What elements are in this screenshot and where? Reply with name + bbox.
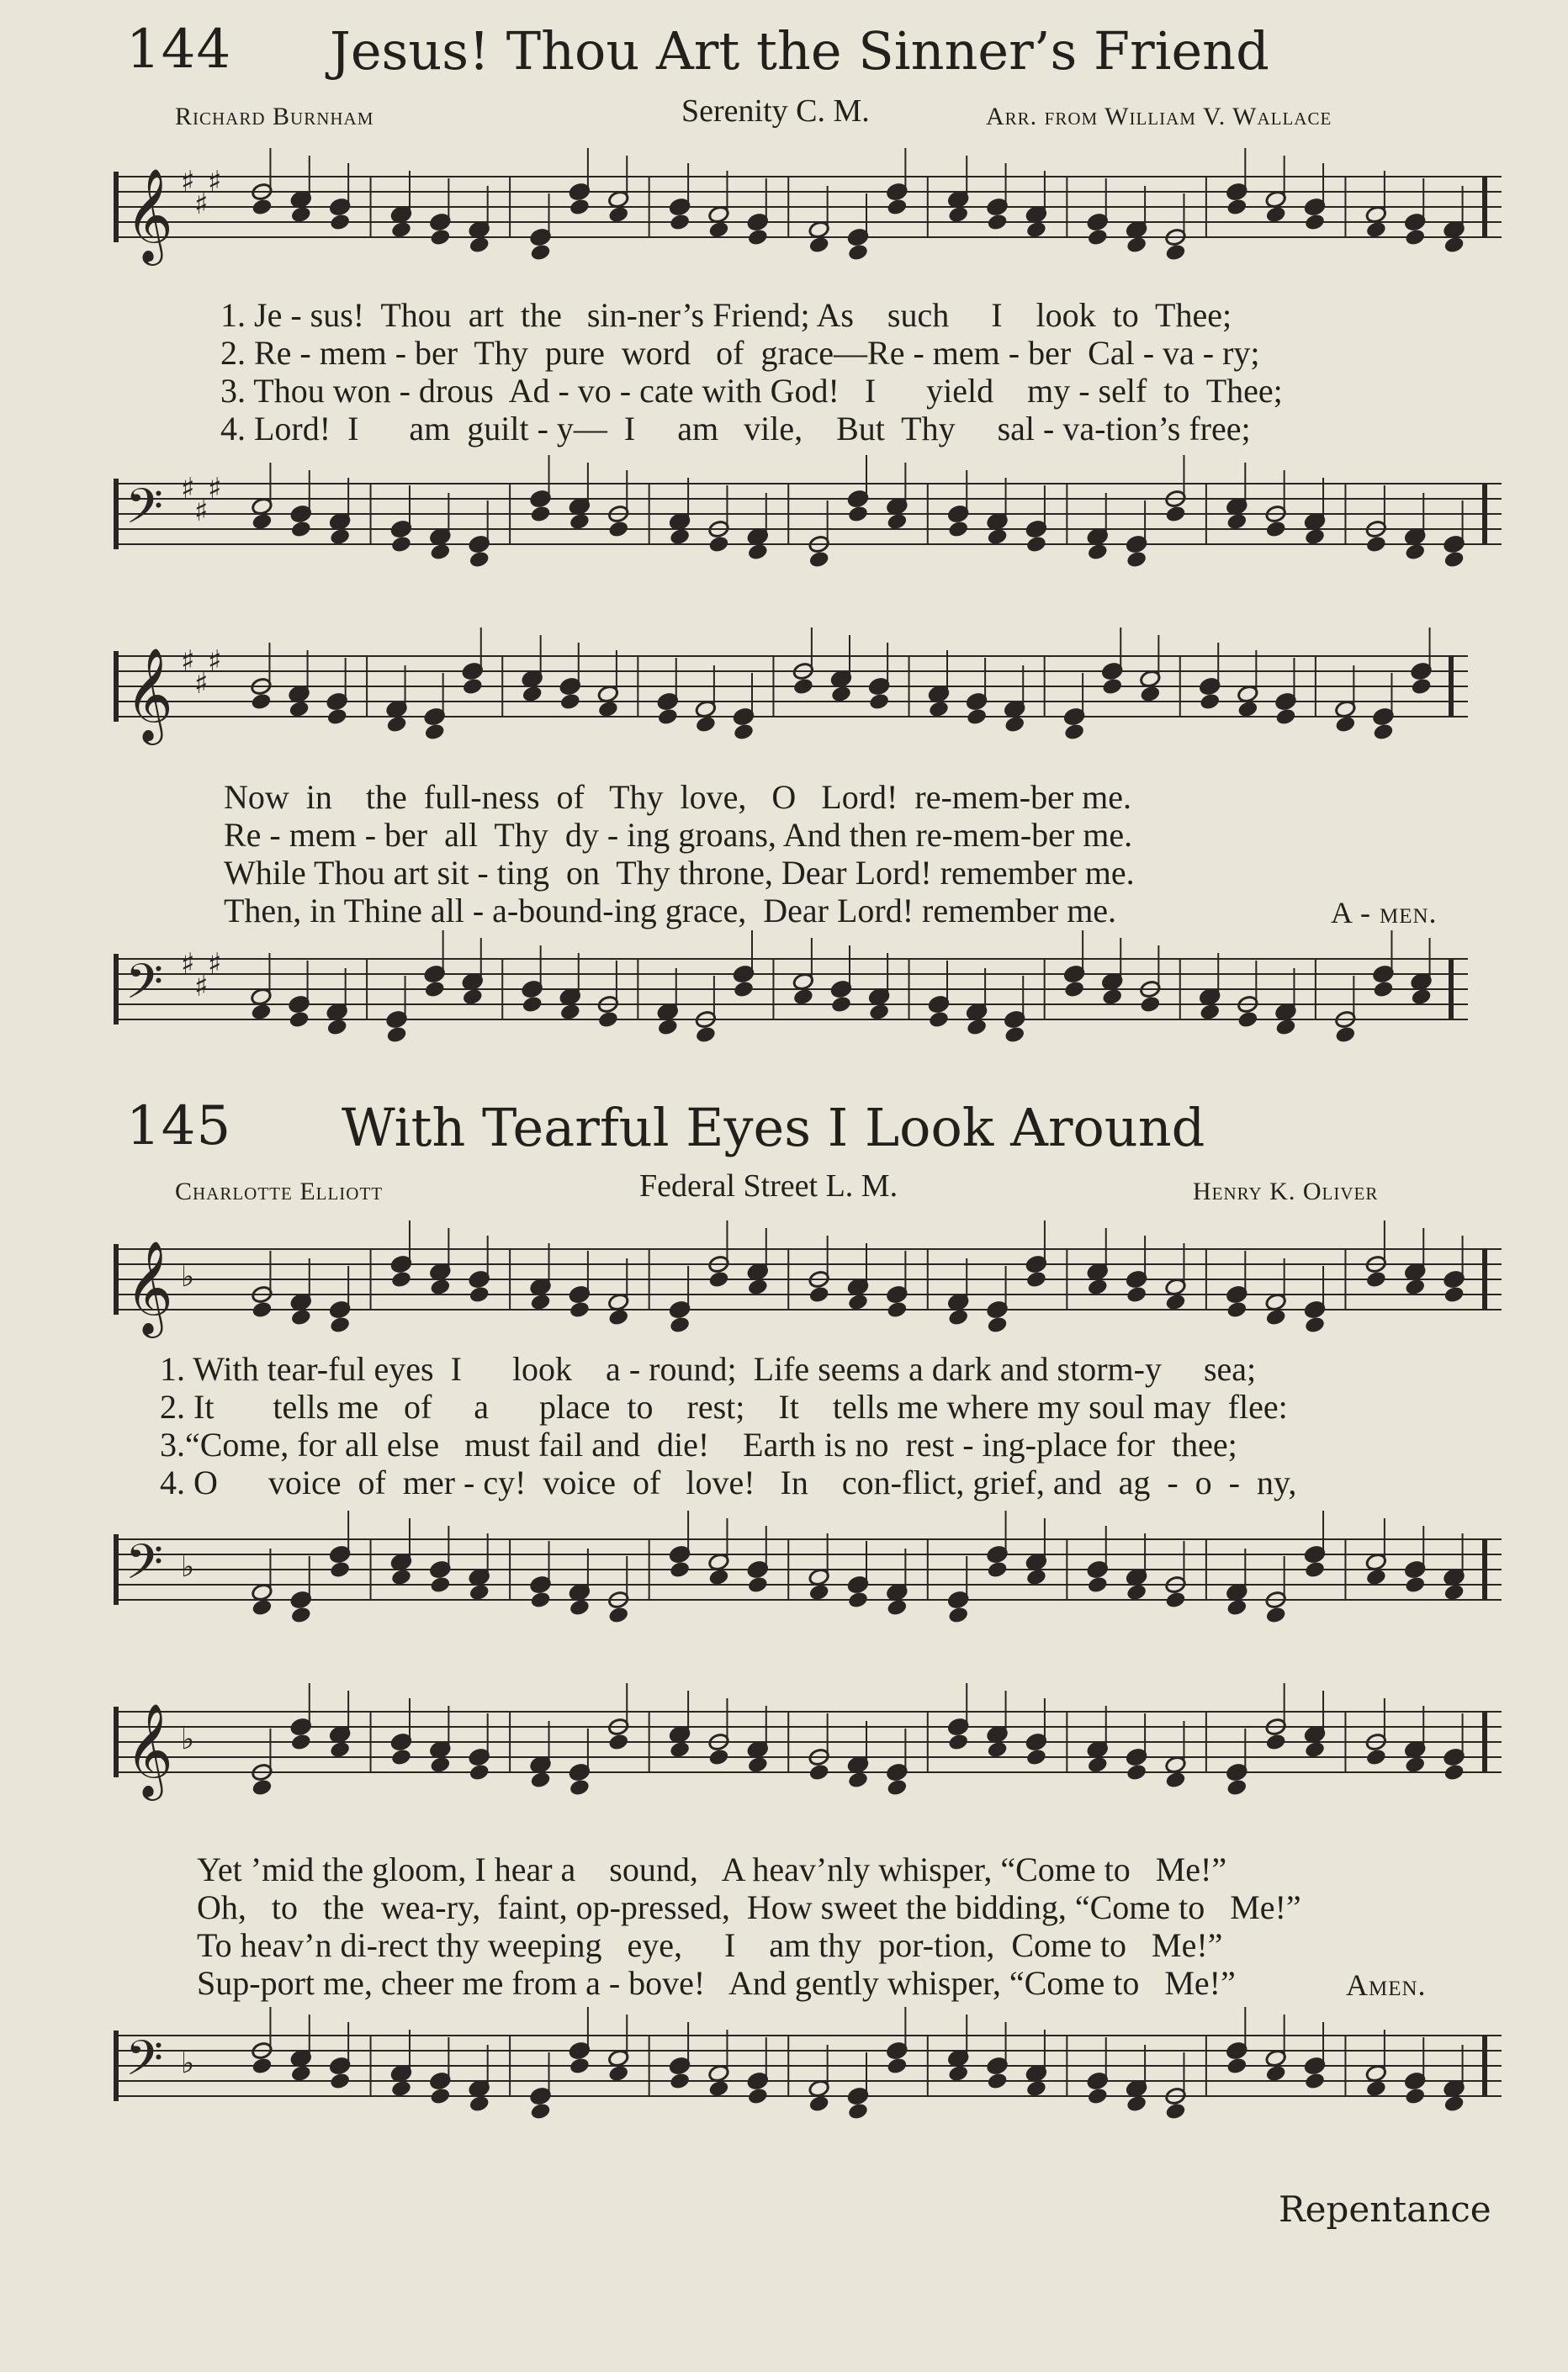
music-system xyxy=(114,942,1468,1068)
notehead xyxy=(669,213,691,232)
sharp-icon: ♯ xyxy=(208,472,222,506)
lyric-line: Then, in Thine all - a-bound-ing grace, Dear Lord! remember me. xyxy=(224,892,1117,929)
notehead xyxy=(1226,512,1248,532)
notehead xyxy=(747,1575,769,1595)
notehead xyxy=(290,1606,312,1625)
notehead xyxy=(529,243,551,262)
hymn-author: Charlotte Elliott xyxy=(175,1178,384,1205)
sharp-icon: ♯ xyxy=(181,644,195,678)
system-bracket xyxy=(114,479,119,549)
lyric-line: 4. Lord! I am guilt - y— I am vile, But Thy sal - va-tion’s free; xyxy=(220,410,1251,447)
notehead xyxy=(669,2072,691,2091)
notehead xyxy=(390,1748,412,1767)
notehead xyxy=(947,2064,969,2083)
notehead xyxy=(250,692,272,712)
music-system xyxy=(114,2019,1502,2145)
notehead xyxy=(1237,700,1258,719)
notehead xyxy=(251,1598,273,1618)
notehead xyxy=(1226,1598,1248,1618)
notehead xyxy=(1265,1308,1287,1327)
notehead xyxy=(290,520,312,539)
notehead xyxy=(1444,2094,1465,2114)
notehead xyxy=(1164,505,1186,524)
notehead xyxy=(597,1010,619,1030)
notehead xyxy=(1101,677,1123,696)
notehead xyxy=(1126,1583,1147,1602)
notehead xyxy=(747,1755,769,1775)
notehead xyxy=(1274,707,1296,727)
flat-icon: ♭ xyxy=(181,2046,195,2080)
flat-icon: ♭ xyxy=(181,1260,195,1294)
notehead xyxy=(1087,543,1109,562)
notehead xyxy=(986,1560,1008,1580)
notehead xyxy=(390,2079,412,2099)
notehead xyxy=(1087,2087,1109,2106)
notehead xyxy=(469,1763,490,1782)
sharp-icon: ♯ xyxy=(208,165,222,199)
notehead xyxy=(847,505,869,524)
notehead xyxy=(1126,1285,1147,1305)
notehead xyxy=(469,2094,490,2114)
notehead xyxy=(290,205,312,225)
notehead xyxy=(1410,677,1432,696)
notehead xyxy=(424,723,446,742)
music-system xyxy=(114,1695,1502,1821)
notehead xyxy=(469,1583,490,1602)
system-bracket xyxy=(114,1707,119,1777)
notehead xyxy=(1139,995,1161,1014)
notehead xyxy=(1404,1575,1426,1595)
notehead xyxy=(1404,2087,1426,2106)
bass-clef-icon: 𝄢 xyxy=(125,478,164,547)
notehead xyxy=(966,707,988,727)
notehead xyxy=(390,220,412,240)
notehead xyxy=(947,1606,969,1625)
notehead xyxy=(385,715,407,734)
notehead xyxy=(424,980,446,999)
notehead xyxy=(928,1010,950,1030)
notehead xyxy=(597,700,619,719)
notehead xyxy=(1365,2079,1387,2099)
notehead xyxy=(886,198,908,217)
notehead xyxy=(1126,1763,1147,1782)
notehead xyxy=(847,2102,869,2121)
notehead xyxy=(733,723,755,742)
notehead xyxy=(569,1300,591,1320)
bass-clef-icon: 𝄢 xyxy=(125,953,164,1022)
notehead xyxy=(469,1285,490,1305)
notehead xyxy=(792,987,814,1007)
lyric-line: To heav’n di-rect thy weeping eye, I am thy por-tion, Come to Me!” xyxy=(197,1926,1223,1964)
notehead xyxy=(326,1018,348,1037)
notehead xyxy=(607,1733,629,1752)
notehead xyxy=(429,1575,451,1595)
notehead xyxy=(986,2072,1008,2091)
notehead xyxy=(469,550,490,569)
notehead xyxy=(569,512,591,532)
hymn-tune: Serenity C. M. xyxy=(681,93,870,129)
notehead xyxy=(1004,715,1025,734)
lyric-line: 1. With tear-ful eyes I look a - round; Life seems a dark and storm-y sea; xyxy=(160,1350,1257,1388)
sharp-icon: ♯ xyxy=(194,970,209,1003)
notehead xyxy=(469,236,490,255)
notehead xyxy=(808,1763,830,1782)
notehead xyxy=(707,1748,729,1767)
notehead xyxy=(251,1778,273,1798)
notehead xyxy=(251,198,273,217)
notehead xyxy=(966,1018,988,1037)
notehead xyxy=(390,535,412,554)
notehead xyxy=(329,1560,351,1580)
notehead xyxy=(607,205,629,225)
notehead xyxy=(1199,692,1221,712)
notehead xyxy=(657,707,679,727)
treble-clef-icon: 𝄞 xyxy=(125,647,173,741)
notehead xyxy=(1304,2072,1326,2091)
hymn-number: 145 xyxy=(126,1095,232,1157)
notehead xyxy=(522,685,543,704)
notehead xyxy=(747,2087,769,2106)
notehead xyxy=(1087,1575,1109,1595)
notehead xyxy=(1063,980,1085,999)
lyric-line: Sup-port me, cheer me from a - bove! And gently whisper, “Come to Me!” xyxy=(197,1964,1236,2002)
notehead xyxy=(329,1740,351,1760)
notehead xyxy=(390,1568,412,1587)
hymn-tune: Federal Street L. M. xyxy=(639,1168,898,1204)
notehead xyxy=(529,2102,551,2121)
music-system xyxy=(114,1522,1502,1649)
notehead xyxy=(251,512,273,532)
notehead xyxy=(986,527,1008,547)
notehead xyxy=(1444,1285,1465,1305)
notehead xyxy=(847,243,869,262)
system-bracket xyxy=(114,2030,119,2101)
notehead xyxy=(1164,2102,1186,2121)
treble-clef-icon: 𝄞 xyxy=(125,167,173,262)
notehead xyxy=(569,198,591,217)
notehead xyxy=(1126,2094,1147,2114)
notehead xyxy=(986,213,1008,232)
notehead xyxy=(886,1300,908,1320)
notehead xyxy=(290,1308,312,1327)
notehead xyxy=(1087,1755,1109,1775)
notehead xyxy=(707,2079,729,2099)
notehead xyxy=(1164,243,1186,262)
notehead xyxy=(1226,1300,1248,1320)
notehead xyxy=(1063,723,1085,742)
notehead xyxy=(886,2057,908,2076)
bass-clef-icon: 𝄢 xyxy=(125,2030,164,2099)
notehead xyxy=(928,700,950,719)
notehead xyxy=(1139,685,1161,704)
notehead xyxy=(1237,1010,1258,1030)
notehead xyxy=(747,228,769,247)
flat-icon: ♭ xyxy=(181,1723,195,1756)
notehead xyxy=(529,505,551,524)
notehead xyxy=(1025,1748,1047,1767)
notehead xyxy=(288,700,310,719)
notehead xyxy=(1126,236,1147,255)
notehead xyxy=(251,1300,273,1320)
notehead xyxy=(707,1270,729,1289)
notehead xyxy=(607,2064,629,2083)
notehead xyxy=(669,1560,691,1580)
amen-label: Amen. xyxy=(1346,1968,1427,2002)
notehead xyxy=(329,527,351,547)
notehead xyxy=(1265,1606,1287,1625)
notehead xyxy=(1304,1740,1326,1760)
notehead xyxy=(792,677,814,696)
notehead xyxy=(385,1025,407,1045)
sharp-icon: ♯ xyxy=(181,165,195,199)
notehead xyxy=(251,2057,273,2076)
notehead xyxy=(1404,228,1426,247)
notehead xyxy=(529,1591,551,1610)
notehead xyxy=(1226,2057,1248,2076)
notehead xyxy=(1164,1771,1186,1790)
notehead xyxy=(1365,1270,1387,1289)
lyric-line: Yet ’mid the gloom, I hear a sound, A heav’nly whisper, “Come to Me!” xyxy=(197,1850,1227,1888)
sharp-icon: ♯ xyxy=(181,947,195,981)
notehead xyxy=(522,995,543,1014)
notehead xyxy=(707,220,729,240)
lyric-line: 4. O voice of mer - cy! voice of love! In con-flict, grief, and ag - o - ny, xyxy=(160,1464,1297,1501)
notehead xyxy=(462,677,484,696)
notehead xyxy=(1087,228,1109,247)
treble-clef-icon: 𝄞 xyxy=(125,1702,173,1797)
notehead xyxy=(1226,1778,1248,1798)
flat-icon: ♭ xyxy=(181,1550,195,1584)
lyric-line: Now in the full-ness of Thy love, O Lord! re-mem-ber me. xyxy=(224,778,1132,816)
bass-clef-icon: 𝄢 xyxy=(125,1533,164,1602)
hymn-title: Jesus! Thou Art the Sinner’s Friend xyxy=(330,20,1269,82)
notehead xyxy=(669,1740,691,1760)
notehead xyxy=(1404,1755,1426,1775)
notehead xyxy=(1025,535,1047,554)
notehead xyxy=(1334,715,1356,734)
notehead xyxy=(808,2094,830,2114)
notehead xyxy=(1372,980,1394,999)
notehead xyxy=(1304,213,1326,232)
notehead xyxy=(559,1003,581,1022)
system-bracket xyxy=(114,1244,119,1315)
lyric-line: While Thou art sit - ting on Thy throne, Dear Lord! remember me. xyxy=(224,854,1135,892)
notehead xyxy=(569,1598,591,1618)
hymn-composer: Henry K. Oliver xyxy=(1193,1178,1379,1205)
notehead xyxy=(429,1755,451,1775)
notehead xyxy=(886,1598,908,1618)
notehead xyxy=(1444,1763,1465,1782)
notehead xyxy=(886,512,908,532)
treble-clef-icon: 𝄞 xyxy=(125,1240,173,1334)
notehead xyxy=(1404,543,1426,562)
music-system xyxy=(114,1232,1502,1358)
notehead xyxy=(1372,723,1394,742)
notehead xyxy=(250,1003,272,1022)
notehead xyxy=(808,550,830,569)
notehead xyxy=(947,520,969,539)
notehead xyxy=(1025,2079,1047,2099)
notehead xyxy=(808,1285,830,1305)
lyric-line: 3. Thou won - drous Ad - vo - cate with God! I yield my - self to Thee; xyxy=(220,372,1283,410)
lyric-line: 1. Je - sus! Thou art the sin-ner’s Friend; As such I look to Thee; xyxy=(220,296,1232,334)
notehead xyxy=(607,1606,629,1625)
notehead xyxy=(1265,520,1287,539)
notehead xyxy=(1444,550,1465,569)
notehead xyxy=(830,995,852,1014)
notehead xyxy=(429,2087,451,2106)
notehead xyxy=(1404,1278,1426,1297)
lyric-line: 3.“Come, for all else must fail and die! Earth is no rest - ing-place for thee; xyxy=(160,1426,1237,1464)
notehead xyxy=(1164,1591,1186,1610)
notehead xyxy=(529,1293,551,1312)
notehead xyxy=(1304,1560,1326,1580)
notehead xyxy=(695,1025,717,1045)
lyric-line: Re - mem - ber all Thy dy - ing groans, And then re-mem-ber me. xyxy=(224,816,1133,854)
notehead xyxy=(830,685,852,704)
notehead xyxy=(1365,1568,1387,1587)
music-system xyxy=(114,160,1502,286)
notehead xyxy=(707,1568,729,1587)
notehead xyxy=(569,2057,591,2076)
notehead xyxy=(1444,1583,1465,1602)
system-bracket xyxy=(114,651,119,722)
notehead xyxy=(747,543,769,562)
sharp-icon: ♯ xyxy=(181,472,195,506)
notehead xyxy=(868,1003,890,1022)
system-bracket xyxy=(114,172,119,242)
footer-category: Repentance xyxy=(1279,2189,1491,2230)
notehead xyxy=(1025,1568,1047,1587)
notehead xyxy=(390,1270,412,1289)
system-bracket xyxy=(114,1534,119,1605)
notehead xyxy=(569,1778,591,1798)
notehead xyxy=(429,228,451,247)
notehead xyxy=(847,1771,869,1790)
notehead xyxy=(559,692,581,712)
sharp-icon: ♯ xyxy=(194,188,209,221)
notehead xyxy=(1265,205,1287,225)
notehead xyxy=(1444,236,1465,255)
notehead xyxy=(429,1278,451,1297)
sharp-icon: ♯ xyxy=(194,667,209,701)
notehead xyxy=(986,1316,1008,1335)
lyric-line: 2. It tells me of a place to rest; It tells me where my soul may flee: xyxy=(160,1388,1288,1426)
notehead xyxy=(288,1010,310,1030)
notehead xyxy=(947,1308,969,1327)
notehead xyxy=(429,543,451,562)
notehead xyxy=(529,1771,551,1790)
hymn-number: 144 xyxy=(126,19,232,81)
lyric-line: 2. Re - mem - ber Thy pure word of grace—Re - mem - ber Cal - va - ry; xyxy=(220,334,1260,372)
music-system xyxy=(114,467,1502,593)
notehead xyxy=(462,987,484,1007)
notehead xyxy=(847,1293,869,1312)
lyric-line: Oh, to the wea-ry, faint, op-pressed, How sweet the bidding, “Come to Me!” xyxy=(197,1888,1301,1926)
notehead xyxy=(847,1591,869,1610)
notehead xyxy=(1334,1025,1356,1045)
hymn-title: With Tearful Eyes I Look Around xyxy=(342,1097,1205,1158)
notehead xyxy=(1164,1293,1186,1312)
hymn-composer: Arr. from William V. Wallace xyxy=(986,103,1332,130)
notehead xyxy=(1025,220,1047,240)
system-bracket xyxy=(114,954,119,1025)
notehead xyxy=(669,527,691,547)
notehead xyxy=(1304,527,1326,547)
notehead xyxy=(290,1733,312,1752)
notehead xyxy=(886,1778,908,1798)
notehead xyxy=(947,205,969,225)
music-system xyxy=(114,639,1468,765)
notehead xyxy=(1126,550,1147,569)
notehead xyxy=(607,520,629,539)
notehead xyxy=(1226,198,1248,217)
notehead xyxy=(1304,1316,1326,1335)
notehead xyxy=(1025,1270,1047,1289)
notehead xyxy=(1004,1025,1025,1045)
hymn-author: Richard Burnham xyxy=(175,103,374,130)
amen-label: A - men. xyxy=(1331,896,1438,929)
notehead xyxy=(1199,1003,1221,1022)
sharp-icon: ♯ xyxy=(208,644,222,678)
notehead xyxy=(326,707,348,727)
notehead xyxy=(657,1018,679,1037)
notehead xyxy=(1410,987,1432,1007)
notehead xyxy=(747,1278,769,1297)
notehead xyxy=(707,535,729,554)
notehead xyxy=(669,1316,691,1335)
notehead xyxy=(607,1308,629,1327)
notehead xyxy=(808,1583,830,1602)
notehead xyxy=(329,213,351,232)
notehead xyxy=(1101,987,1123,1007)
notehead xyxy=(1274,1018,1296,1037)
sharp-icon: ♯ xyxy=(194,495,209,528)
sharp-icon: ♯ xyxy=(208,947,222,981)
notehead xyxy=(329,1316,351,1335)
notehead xyxy=(808,236,830,255)
notehead xyxy=(1365,1748,1387,1767)
notehead xyxy=(868,692,890,712)
notehead xyxy=(290,2064,312,2083)
notehead xyxy=(986,1740,1008,1760)
notehead xyxy=(1265,2064,1287,2083)
notehead xyxy=(1265,1733,1287,1752)
notehead xyxy=(695,715,717,734)
notehead xyxy=(1087,1278,1109,1297)
notehead xyxy=(733,980,755,999)
notehead xyxy=(947,1733,969,1752)
notehead xyxy=(1365,220,1387,240)
notehead xyxy=(1365,535,1387,554)
notehead xyxy=(329,2072,351,2091)
